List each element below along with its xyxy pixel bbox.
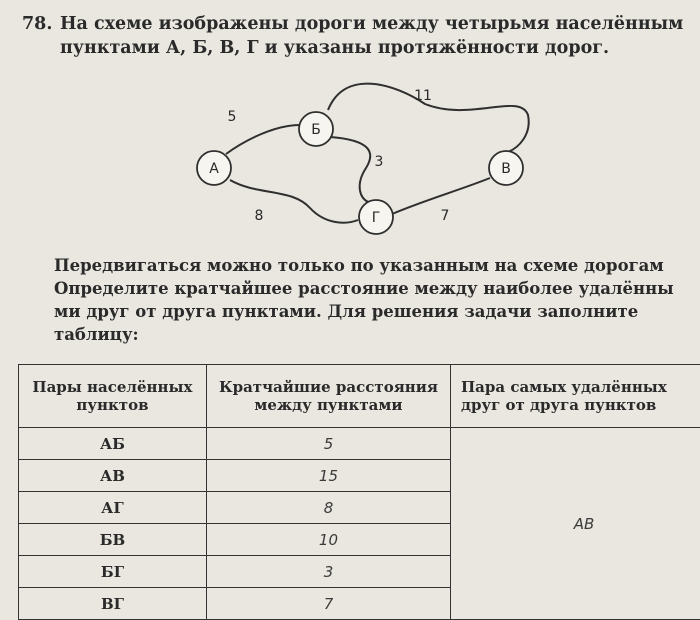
pair-cell: АВ <box>19 460 207 492</box>
instructions-line-4: таблицу: <box>54 323 700 346</box>
road-A-B <box>226 125 300 154</box>
node-label-V: В <box>501 161 511 177</box>
header-distances-line-1: Кратчайшие расстояния <box>219 378 438 396</box>
instructions-line-1: Передвигаться можно только по указанным на схеме дорогам <box>54 254 700 277</box>
pair-cell: ВГ <box>19 588 207 620</box>
pair-cell: АГ <box>19 492 207 524</box>
node-label-G: Г <box>372 210 381 226</box>
table-header-row <box>19 365 700 428</box>
instructions-paragraph <box>54 254 700 346</box>
edge-label-G-V: 7 <box>441 208 450 224</box>
farthest-pair-cell[interactable]: АВ <box>451 428 700 620</box>
problem-text-line-2: пунктами А, Б, В, Г и указаны протяжённости дорог. <box>60 36 609 60</box>
node-label-A: А <box>209 161 219 177</box>
distance-cell[interactable]: 7 <box>206 588 450 620</box>
distance-cell[interactable]: 8 <box>206 492 450 524</box>
header-pairs-line-1: Пары населённых <box>32 378 192 396</box>
road-diagram <box>0 0 700 250</box>
road-A-G <box>230 180 358 223</box>
edge-label-B-V: 11 <box>414 88 432 104</box>
header-pairs-line-2: пунктов <box>76 396 148 414</box>
answer-table <box>18 364 700 620</box>
instructions-line-3: ми друг от друга пунктами. Для решения задачи заполните <box>54 300 700 323</box>
distance-cell[interactable]: 5 <box>206 428 450 460</box>
header-farthest-line-1: Пара самых удалённых <box>461 378 667 396</box>
problem-text-line-1: На схеме изображены дороги между четырьмя населённым <box>60 12 683 36</box>
table-row <box>19 428 700 460</box>
edge-label-B-G: 3 <box>375 154 384 170</box>
pair-cell: БВ <box>19 524 207 556</box>
road-B-G <box>330 137 370 202</box>
header-farthest <box>451 365 700 428</box>
instructions-line-2: Определите кратчайшее расстояние между наиболее удалённы <box>54 277 700 300</box>
distance-cell[interactable]: 15 <box>206 460 450 492</box>
header-distances-line-2: между пунктами <box>254 396 402 414</box>
edge-label-A-G: 8 <box>255 208 264 224</box>
header-farthest-line-2: друг от друга пунктов <box>461 396 656 414</box>
distance-cell[interactable]: 3 <box>206 556 450 588</box>
pair-cell: БГ <box>19 556 207 588</box>
edge-label-A-B: 5 <box>228 109 237 125</box>
problem-number: 78. <box>22 12 52 36</box>
pair-cell: АБ <box>19 428 207 460</box>
header-pairs <box>19 365 207 428</box>
header-distances <box>206 365 450 428</box>
node-label-B: Б <box>311 122 321 138</box>
distance-cell[interactable]: 10 <box>206 524 450 556</box>
